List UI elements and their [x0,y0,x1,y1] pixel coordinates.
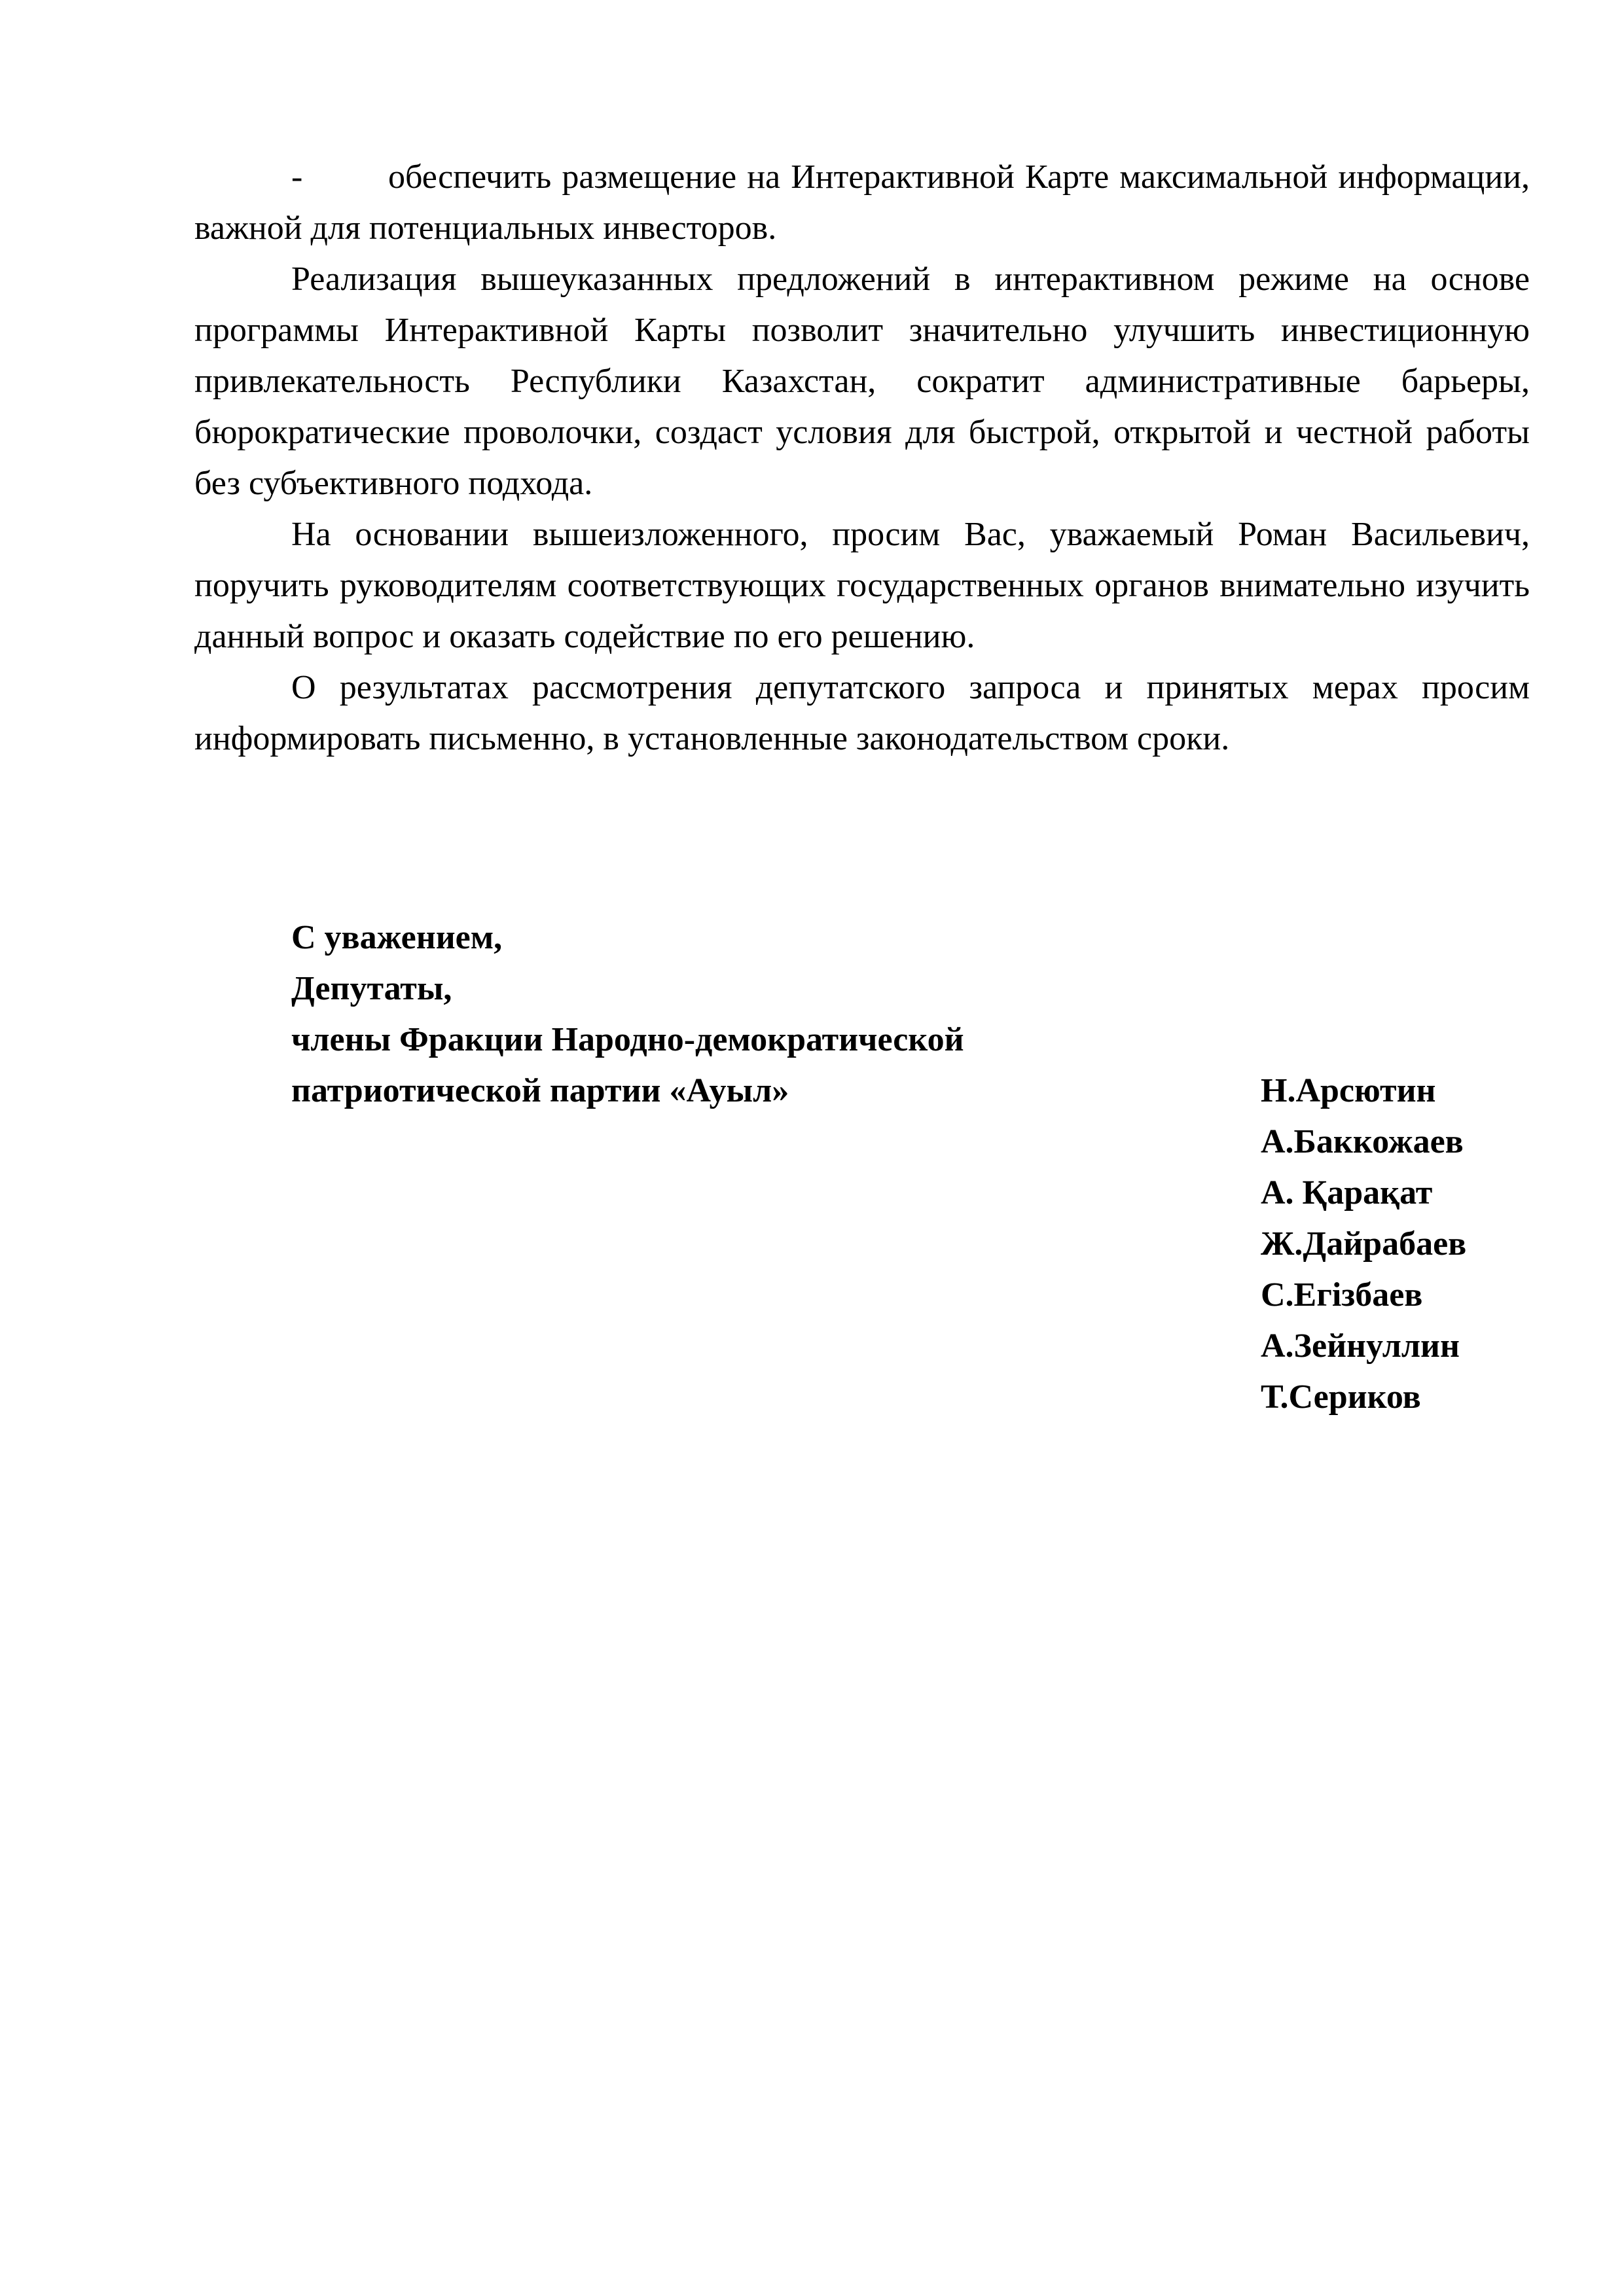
signatory-name: А. Қарақат [1261,1174,1433,1211]
signatory-name: Н.Арсютин [1261,1072,1436,1109]
closing-regards: С уважением, [291,919,503,956]
signatory-name: А.Зейнуллин [1261,1327,1460,1365]
signatory-name: Ж.Дайрабаев [1261,1225,1467,1263]
bullet-text: обеспечить размещение на Интерактивной Карте максимальной информации, важной для потенциальных инвесторов. [194,158,1530,247]
bullet-marker: - [291,158,303,196]
paragraph-request: На основании вышеизложенного, просим Вас, уважаемый Роман Васильевич, поручить руководителям соответствующих государственных органов внимательно изучить данный вопрос и оказать содействие по его решению. [194,516,1530,655]
closing-deputies: Депутаты, [291,970,452,1007]
bullet-item [194,152,1530,254]
paragraph-results: О результатах рассмотрения депутатского запроса и принятых мерах просим информировать письменно, в установленные законодательством сроки. [194,669,1530,757]
signatory-name: С.Егізбаев [1261,1276,1423,1314]
closing-block [291,912,1142,1117]
closing-members-line2: патриотической партии «Ауыл» [291,1072,789,1109]
closing-members-line1: члены Фракции Народно-демократической [291,1021,964,1058]
signatories-list [1261,1066,1536,1423]
paragraph-implementation: Реализация вышеуказанных предложений в интерактивном режиме на основе программы Интерактивной Карты позволит значительно улучшить инвестиционную привлекательность Республики Казахстан, сократит административные барьеры, бюрократические проволочки, создаст условия для быстрой, открытой и честной работы без субъективного подхода. [194,260,1530,502]
signatory-name: Т.Сериков [1261,1378,1421,1416]
signatory-name: А.Баккожаев [1261,1123,1464,1160]
letter-body [194,152,1530,764]
